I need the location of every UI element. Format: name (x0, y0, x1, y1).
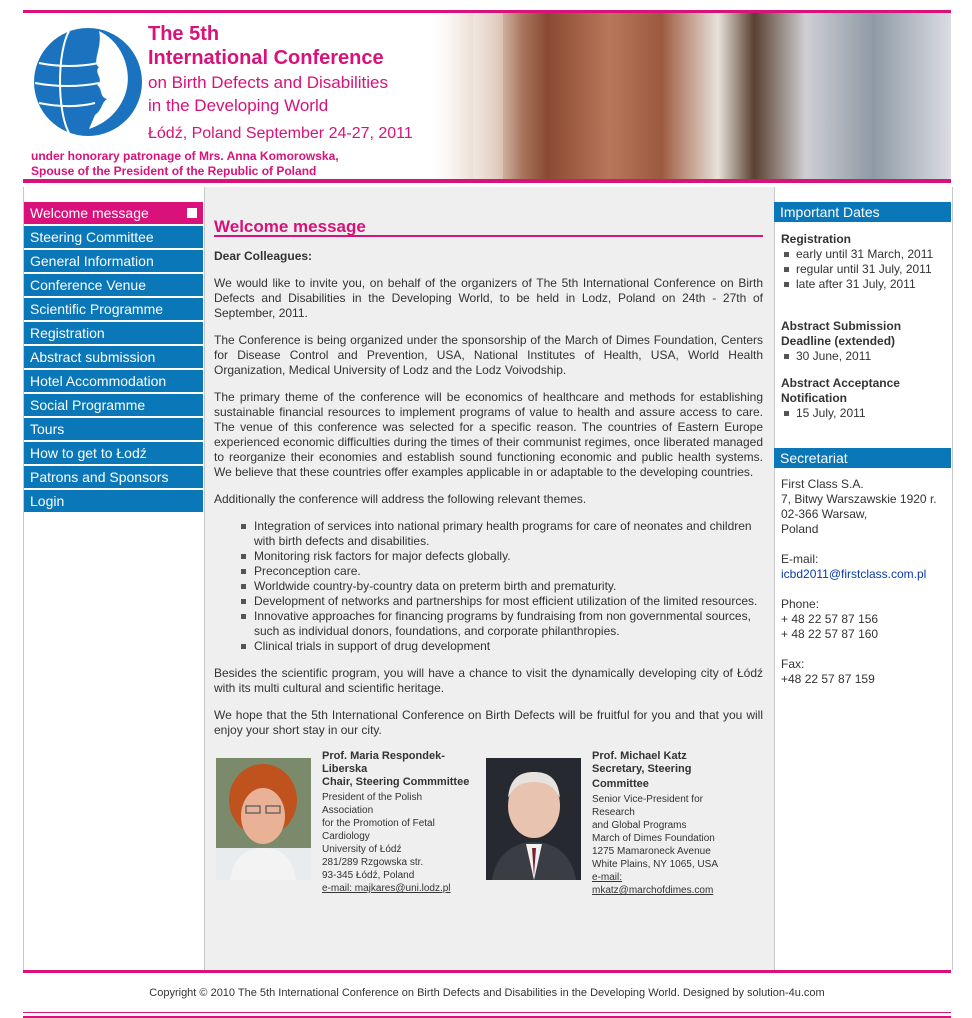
secretary-detail: 1275 Mamaroneck Avenue (592, 846, 711, 857)
list-item: early until 31 March, 2011 (796, 247, 944, 262)
chair-detail: 93-345 Łódź, Poland (322, 870, 415, 881)
nav-item-label: Abstract submission (30, 349, 156, 365)
paragraph-city: Besides the scientific program, you will have a chance to visit the dynamically developing city of Łódź with its multi cultural and scientific heritage. (214, 666, 763, 695)
nav-item-hotel-accommodation[interactable] (24, 370, 203, 392)
themes-list (214, 519, 763, 654)
paragraph-primary-theme: The primary theme of the conference will be economics of healthcare and methods for establishing sustainable financial resources to implement programs of value to health and assure access to care. The venue of this conference was selected for a specific reason. The countries of Eastern Europe experienced economic difficulties during the times of their communist regimes, once liberated managed to reorganize their economies and establish sound functioning economic and public health systems. We believe that these countries offer examples applicable in or adaptable to the developing countries. (214, 390, 763, 479)
list-item: Integration of services into national primary health programs for care of neonates and children with birth defects and disabilities. (254, 519, 763, 549)
secretary-role-line1: Secretary, Steering (592, 763, 692, 775)
chair-detail: President of the Polish (322, 792, 423, 803)
chair-detail: for the Promotion of Fetal (322, 818, 435, 829)
secretary-email-label[interactable]: e-mail: (592, 872, 623, 883)
nav-item-label: Login (30, 493, 65, 509)
chair-name-line1: Prof. Maria Respondek- (322, 750, 445, 762)
right-sidebar (774, 202, 951, 697)
nav-item-label: Patrons and Sponsors (30, 469, 169, 485)
paragraph-sponsorship: The Conference is being organized under the sponsorship of the March of Dimes Foundation, Centers for Disease Control and Prevention, USA, National Institutes of Health, USA, World Health Organization, Medical University of Lodz and the Lodz Voivodship. (214, 333, 763, 377)
paragraph-closing: We hope that the 5th International Conference on Birth Defects will be fruitful for you and that you will enjoy your short stay in our city. (214, 708, 763, 737)
portrait-secretary-photo (486, 758, 581, 880)
secretary-role-line2: Committee (592, 778, 649, 790)
list-item: late after 31 July, 2011 (796, 277, 944, 292)
nav-item-general-information[interactable] (24, 250, 203, 272)
banner-subtitle-line1: on Birth Defects and Disabilities (148, 73, 389, 92)
nav-item-label: Scientific Programme (30, 301, 164, 317)
nav-item-tours[interactable] (24, 418, 203, 440)
nav-item-scientific-programme[interactable] (24, 298, 203, 320)
nav-item-label: Tours (30, 421, 65, 437)
registration-dates-list (781, 247, 944, 292)
footer-line (23, 1012, 951, 1013)
page-layout (23, 187, 953, 970)
list-item: Clinical trials in support of drug development (254, 639, 763, 654)
chair-email-link[interactable]: e-mail: majkares@uni.lodz.pl (322, 883, 451, 894)
important-dates-header: Important Dates (774, 202, 951, 222)
paragraph-invitation: We would like to invite you, on behalf of the organizers of The 5th International Conference on Birth Defects and Disabilities in the Developing World, to be held in Lodz, Poland on 24th - 27th of September, 2011. (214, 276, 763, 320)
secretariat-company: First Class S.A. (781, 477, 864, 491)
conference-banner (23, 13, 951, 179)
chair-detail: University of Łódź (322, 844, 402, 855)
nav-item-label: Conference Venue (30, 277, 146, 293)
secretary-detail: Senior Vice-President for (592, 794, 703, 805)
organizers (214, 750, 763, 900)
nav-item-abstract-submission[interactable] (24, 346, 203, 368)
list-item: Development of networks and partnerships for most efficient utilization of the limited resources. (254, 594, 763, 609)
secretary-email-link[interactable]: mkatz@marchofdimes.com (592, 885, 714, 896)
abstract-submission-list (781, 349, 944, 364)
secretariat-email-link[interactable]: icbd2011@firstclass.com.pl (781, 567, 927, 581)
nav-item-welcome-message[interactable] (24, 202, 203, 224)
secretariat-address2: 02-366 Warsaw, (781, 507, 868, 521)
list-item: Preconception care. (254, 564, 763, 579)
nav-item-label: General Information (30, 253, 154, 269)
paragraph-themes-intro: Additionally the conference will address the following relevant themes. (214, 492, 587, 506)
secretary-detail: White Plains, NY 1065, USA (592, 859, 718, 870)
secretary-detail: Research (592, 807, 635, 818)
secretariat-phone-label: Phone: (781, 597, 820, 611)
secretary-detail: and Global Programs (592, 820, 687, 831)
main-content (204, 187, 775, 970)
nav-item-how-to-get[interactable] (24, 442, 203, 464)
secretariat-fax: +48 22 57 87 159 (781, 672, 875, 686)
sidebar-nav (24, 202, 203, 514)
nav-item-label: How to get to Łodź (30, 445, 147, 461)
abstract-acceptance-list (781, 406, 944, 421)
nav-item-conference-venue[interactable] (24, 274, 203, 296)
nav-item-login[interactable] (24, 490, 203, 512)
header-bottom-line (23, 179, 951, 183)
banner-place-date: Łódź, Poland September 24-27, 2011 (148, 125, 413, 142)
nav-item-registration[interactable] (24, 322, 203, 344)
list-item: Monitoring risk factors for major defects globally. (254, 549, 763, 564)
chair-detail: Association (322, 805, 374, 816)
important-dates-box (774, 222, 951, 431)
nav-item-patrons-sponsors[interactable] (24, 466, 203, 488)
organizer-chair (216, 750, 486, 900)
secretary-name: Prof. Michael Katz (592, 750, 687, 762)
chair-detail: Cardiology (322, 831, 370, 842)
nav-item-label: Registration (30, 325, 105, 341)
list-item: regular until 31 July, 2011 (796, 262, 944, 277)
secretariat-box (774, 468, 951, 697)
registration-label: Registration (781, 232, 852, 246)
secretariat-fax-label: Fax: (781, 657, 805, 671)
nav-item-social-programme[interactable] (24, 394, 203, 416)
banner-photo (433, 13, 951, 179)
banner-subtitle-line2: in the Developing World (148, 96, 329, 115)
secretariat-country: Poland (781, 522, 819, 536)
secretariat-email-label: E-mail: (781, 552, 819, 566)
banner-title-line2: International Conference (148, 47, 384, 69)
nav-item-label: Steering Committee (30, 229, 154, 245)
nav-item-steering-committee[interactable] (24, 226, 203, 248)
organizer-secretary (486, 750, 756, 900)
nav-item-label: Hotel Accommodation (30, 373, 167, 389)
list-item: Innovative approaches for financing programs by fundraising from non governmental sources, such as individual donors, foundations, and corporate philanthropies. (254, 609, 763, 639)
copyright: Copyright © 2010 The 5th International Conference on Birth Defects and Disabilities in the Developing World. Designed by solution-4u.com (149, 987, 825, 999)
abstract-acceptance-label: Abstract Acceptance Notification (781, 376, 900, 405)
secretariat-phone2: + 48 22 57 87 160 (781, 627, 879, 641)
list-item: Worldwide country-by-country data on preterm birth and prematurity. (254, 579, 763, 594)
chair-detail: 281/289 Rzgowska str. (322, 857, 424, 868)
greeting: Dear Colleagues: (214, 249, 313, 263)
active-square-icon (187, 208, 197, 218)
list-item: 15 July, 2011 (796, 406, 944, 421)
banner-title-line1: The 5th (148, 23, 220, 45)
footer-top-line (23, 970, 951, 973)
page-title: Welcome message (214, 219, 763, 237)
portrait-chair-photo (216, 758, 311, 880)
banner-patronage-line1: under honorary patronage of Mrs. Anna Komorowska, (31, 149, 339, 163)
abstract-submission-label: Abstract Submission Deadline (extended) (781, 319, 902, 348)
secretariat-address1: 7, Bitwy Warszawskie 1920 r. (781, 492, 937, 506)
chair-role: Chair, Steering Commmittee (322, 776, 470, 788)
secretariat-header: Secretariat (774, 448, 951, 468)
secretary-detail: March of Dimes Foundation (592, 833, 715, 844)
chair-name-line2: Liberska (322, 763, 368, 775)
banner-patronage-line2: Spouse of the President of the Republic of Poland (31, 164, 317, 178)
nav-item-label: Social Programme (30, 397, 146, 413)
conference-logo (29, 23, 147, 141)
list-item: 30 June, 2011 (796, 349, 944, 364)
secretariat-phone1: + 48 22 57 87 156 (781, 612, 879, 626)
nav-item-label: Welcome message (30, 205, 149, 221)
